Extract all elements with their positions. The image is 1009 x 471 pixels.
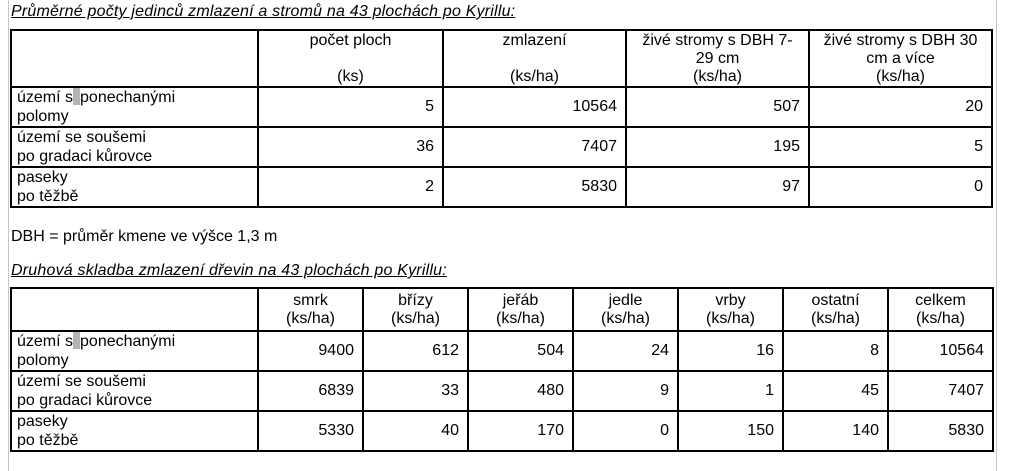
table-row [11, 87, 992, 127]
value-cell[interactable]: 150 [678, 411, 783, 451]
header-line: jedle [608, 291, 643, 309]
header-cell-ostatni[interactable] [783, 288, 888, 331]
value-cell[interactable]: 1 [678, 371, 783, 411]
row-label-line2: po gradaci kůrovce [17, 392, 153, 409]
label-text: ponechanými [80, 333, 176, 350]
row-label-cell[interactable] [11, 87, 258, 127]
value-cell[interactable]: 480 [468, 371, 573, 411]
value-cell[interactable]: 0 [573, 411, 678, 451]
label-text: ponechanými [80, 89, 176, 106]
value-cell[interactable]: 5830 [443, 167, 626, 207]
header-line: (ks/ha) [811, 309, 860, 327]
header-cell-pocet-ploch[interactable] [258, 30, 443, 87]
table-row [11, 411, 993, 451]
table1-title[interactable]: Průměrné počty jedinců zmlazení a stromů na 43 plochách po Kyrillu: [11, 3, 516, 20]
row-label-line2: po gradaci kůrovce [17, 148, 153, 165]
value-cell[interactable]: 9 [573, 371, 678, 411]
value-cell[interactable]: 5 [258, 87, 443, 127]
header-line: živé stromy s DBH 30 [823, 32, 978, 49]
row-label-cell[interactable] [11, 371, 258, 411]
value-cell[interactable]: 7407 [443, 127, 626, 167]
table2-title[interactable]: Druhová skladba zmlazení dřevin na 43 plochách po Kyrillu: [11, 262, 447, 279]
header-line: (ks) [337, 68, 364, 85]
header-line: zmlazení [502, 32, 567, 49]
header-line: smrk [293, 291, 328, 309]
header-line [259, 50, 442, 68]
row-label-line1: území se soušemi [17, 373, 146, 390]
header-line: břízy [398, 291, 433, 309]
header-line: 29 cm [695, 50, 740, 67]
header-line: (ks/ha) [876, 68, 925, 85]
row-label-line2: po těžbě [17, 432, 79, 449]
header-cell-vrby[interactable] [678, 288, 783, 331]
value-cell[interactable]: 612 [363, 331, 468, 371]
header-line: ostatní [811, 291, 860, 309]
value-cell[interactable]: 97 [626, 167, 809, 207]
header-line: (ks/ha) [693, 68, 742, 85]
header-cell-celkem[interactable] [888, 288, 993, 331]
text-cursor-highlight [73, 332, 80, 349]
row-label-cell[interactable] [11, 127, 258, 167]
header-line: (ks/ha) [706, 309, 755, 327]
header-line: živé stromy s DBH 7- [642, 32, 793, 49]
header-cell-zive-stromy-7-29[interactable] [626, 30, 809, 87]
value-cell[interactable]: 195 [626, 127, 809, 167]
table2-header-row [11, 288, 993, 331]
header-line: celkem [915, 291, 966, 309]
value-cell[interactable]: 5830 [888, 411, 993, 451]
value-cell[interactable]: 20 [809, 87, 992, 127]
header-cell-zive-stromy-30[interactable] [809, 30, 992, 87]
value-cell[interactable]: 140 [783, 411, 888, 451]
value-cell[interactable]: 10564 [443, 87, 626, 127]
row-label-line2: polomy [17, 108, 69, 125]
header-line: (ks/ha) [286, 309, 335, 327]
value-cell[interactable]: 16 [678, 331, 783, 371]
header-cell-jedle[interactable] [573, 288, 678, 331]
value-cell[interactable]: 9400 [258, 331, 363, 371]
header-line: cm a více [866, 50, 935, 67]
table-species-composition[interactable] [10, 287, 994, 452]
table-row [11, 331, 993, 371]
header-cell-smrk[interactable] [258, 288, 363, 331]
table-row [11, 127, 992, 167]
value-cell[interactable]: 40 [363, 411, 468, 451]
text-cursor-highlight [73, 88, 80, 105]
row-label-cell[interactable] [11, 167, 258, 207]
table-row [11, 167, 992, 207]
header-line: počet ploch [309, 32, 392, 49]
header-line: (ks/ha) [916, 309, 965, 327]
text-boundary-line-right [996, 0, 997, 471]
row-label-line2: po těžbě [17, 188, 79, 205]
header-line: vrby [715, 291, 746, 309]
text-boundary-line-left [8, 0, 9, 471]
value-cell[interactable]: 8 [783, 331, 888, 371]
table-row [11, 371, 993, 411]
value-cell[interactable]: 0 [809, 167, 992, 207]
value-cell[interactable]: 7407 [888, 371, 993, 411]
table2-corner-cell[interactable] [11, 288, 258, 331]
label-text: území s [17, 89, 74, 106]
row-label-line1 [17, 332, 257, 351]
header-cell-zmlazeni[interactable] [443, 30, 626, 87]
value-cell[interactable]: 33 [363, 371, 468, 411]
row-label-line1: paseky [17, 413, 68, 430]
header-cell-brizy[interactable] [363, 288, 468, 331]
value-cell[interactable]: 45 [783, 371, 888, 411]
row-label-line1: území se soušemi [17, 129, 146, 146]
row-label-cell[interactable] [11, 331, 258, 371]
value-cell[interactable]: 5 [809, 127, 992, 167]
table1-header-row [11, 30, 992, 87]
header-line: (ks/ha) [391, 309, 440, 327]
header-cell-jerab[interactable] [468, 288, 573, 331]
value-cell[interactable]: 10564 [888, 331, 993, 371]
header-line: (ks/ha) [510, 68, 559, 85]
value-cell[interactable]: 507 [626, 87, 809, 127]
value-cell[interactable]: 36 [258, 127, 443, 167]
value-cell[interactable]: 504 [468, 331, 573, 371]
dbh-note[interactable]: DBH = průměr kmene ve výšce 1,3 m [11, 228, 278, 245]
label-text: území s [17, 333, 74, 350]
row-label-line1 [17, 88, 257, 107]
value-cell[interactable]: 2 [258, 167, 443, 207]
value-cell[interactable]: 6839 [258, 371, 363, 411]
row-label-line2: polomy [17, 352, 69, 369]
table1-corner-cell[interactable] [11, 30, 258, 87]
row-label-cell[interactable] [11, 411, 258, 451]
header-line: (ks/ha) [601, 309, 650, 327]
value-cell[interactable]: 5330 [258, 411, 363, 451]
value-cell[interactable]: 24 [573, 331, 678, 371]
value-cell[interactable]: 170 [468, 411, 573, 451]
row-label-line1: paseky [17, 169, 68, 186]
header-line [444, 50, 625, 68]
header-line: (ks/ha) [496, 309, 545, 327]
table-average-counts[interactable] [10, 29, 993, 208]
header-line: jeřáb [502, 291, 539, 309]
